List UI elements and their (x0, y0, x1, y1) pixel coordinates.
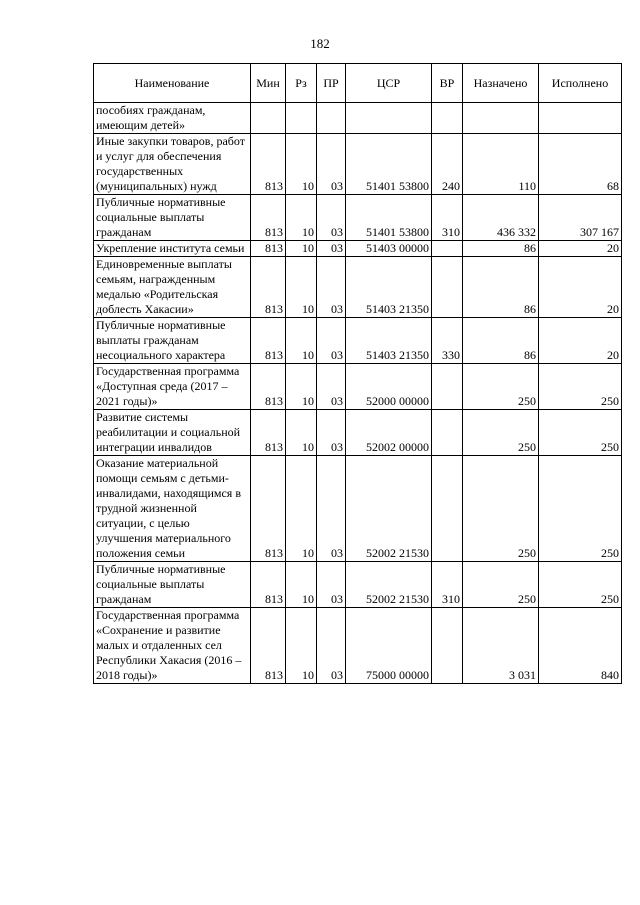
cell-vr: 240 (432, 134, 463, 195)
header-ispolneno: Исполнено (539, 64, 622, 103)
cell-csr: 51401 53800 (346, 134, 432, 195)
header-csr: ЦСР (346, 64, 432, 103)
cell-csr: 51403 21350 (346, 318, 432, 364)
table-row (94, 364, 622, 410)
cell-rz: 10 (286, 608, 317, 684)
cell-csr: 51401 53800 (346, 195, 432, 241)
cell-naznacheno: 250 (463, 410, 539, 456)
cell-min: 813 (251, 257, 286, 318)
header-rz: Рз (286, 64, 317, 103)
table-body (94, 103, 622, 684)
cell-vr (432, 608, 463, 684)
cell-name: Укрепление института семьи (94, 241, 251, 257)
cell-name: Публичные нормативные выплаты гражданам несоциального характера (94, 318, 251, 364)
cell-vr: 330 (432, 318, 463, 364)
cell-ispolneno: 20 (539, 241, 622, 257)
cell-naznacheno: 3 031 (463, 608, 539, 684)
table-row (94, 562, 622, 608)
cell-name: Иные закупки товаров, работ и услуг для обеспечения государственных (муниципальных) нужд (94, 134, 251, 195)
cell-naznacheno (463, 103, 539, 134)
cell-rz: 10 (286, 562, 317, 608)
cell-csr: 51403 00000 (346, 241, 432, 257)
cell-csr: 51403 21350 (346, 257, 432, 318)
cell-csr: 75000 00000 (346, 608, 432, 684)
cell-naznacheno: 250 (463, 364, 539, 410)
cell-vr (432, 456, 463, 562)
cell-min (251, 103, 286, 134)
cell-min: 813 (251, 241, 286, 257)
header-pr: ПР (317, 64, 346, 103)
cell-pr: 03 (317, 410, 346, 456)
cell-csr (346, 103, 432, 134)
cell-csr: 52000 00000 (346, 364, 432, 410)
cell-min: 813 (251, 318, 286, 364)
table-row (94, 195, 622, 241)
header-row (94, 64, 622, 103)
cell-ispolneno: 307 167 (539, 195, 622, 241)
table-header (94, 64, 622, 103)
cell-pr: 03 (317, 318, 346, 364)
cell-pr: 03 (317, 134, 346, 195)
cell-name: Единовременные выплаты семьям, награжденным медалью «Родительская доблесть Хакасии» (94, 257, 251, 318)
cell-name: Публичные нормативные социальные выплаты гражданам (94, 562, 251, 608)
cell-rz: 10 (286, 364, 317, 410)
budget-table (93, 63, 622, 684)
header-name: Наименование (94, 64, 251, 103)
cell-name: Оказание материальной помощи семьям с детьми-инвалидами, находящимся в трудной жизненной ситуации, с целью улучшения материального положения семьи (94, 456, 251, 562)
cell-pr: 03 (317, 257, 346, 318)
cell-naznacheno: 436 332 (463, 195, 539, 241)
table-row (94, 318, 622, 364)
cell-name: Развитие системы реабилитации и социальной интеграции инвалидов (94, 410, 251, 456)
cell-min: 813 (251, 134, 286, 195)
table-row (94, 410, 622, 456)
cell-ispolneno: 20 (539, 318, 622, 364)
cell-vr (432, 410, 463, 456)
header-naznacheno: Назначено (463, 64, 539, 103)
cell-naznacheno: 110 (463, 134, 539, 195)
cell-ispolneno: 250 (539, 410, 622, 456)
cell-pr: 03 (317, 608, 346, 684)
cell-vr (432, 241, 463, 257)
cell-min: 813 (251, 608, 286, 684)
cell-pr: 03 (317, 562, 346, 608)
table-row (94, 257, 622, 318)
cell-naznacheno: 86 (463, 241, 539, 257)
cell-naznacheno: 86 (463, 318, 539, 364)
cell-csr: 52002 00000 (346, 410, 432, 456)
cell-vr (432, 257, 463, 318)
cell-rz: 10 (286, 134, 317, 195)
page-number: 182 (310, 36, 330, 51)
header-min: Мин (251, 64, 286, 103)
cell-vr: 310 (432, 562, 463, 608)
cell-pr (317, 103, 346, 134)
table-row (94, 103, 622, 134)
cell-rz: 10 (286, 318, 317, 364)
cell-rz: 10 (286, 257, 317, 318)
cell-rz: 10 (286, 456, 317, 562)
cell-min: 813 (251, 364, 286, 410)
cell-ispolneno: 840 (539, 608, 622, 684)
cell-min: 813 (251, 562, 286, 608)
table-row (94, 608, 622, 684)
cell-ispolneno: 250 (539, 562, 622, 608)
cell-name: Государственная программа «Доступная среда (2017 – 2021 годы)» (94, 364, 251, 410)
cell-ispolneno: 250 (539, 456, 622, 562)
cell-min: 813 (251, 456, 286, 562)
cell-naznacheno: 250 (463, 456, 539, 562)
cell-name: пособиях гражданам, имеющим детей» (94, 103, 251, 134)
cell-name: Публичные нормативные социальные выплаты гражданам (94, 195, 251, 241)
cell-rz: 10 (286, 241, 317, 257)
cell-rz (286, 103, 317, 134)
cell-vr: 310 (432, 195, 463, 241)
cell-min: 813 (251, 410, 286, 456)
table-row (94, 456, 622, 562)
cell-rz: 10 (286, 195, 317, 241)
cell-name: Государственная программа «Сохранение и развитие малых и отдаленных сел Республики Хакасия (2016 – 2018 годы)» (94, 608, 251, 684)
table-row (94, 134, 622, 195)
cell-naznacheno: 86 (463, 257, 539, 318)
cell-pr: 03 (317, 241, 346, 257)
table-row (94, 241, 622, 257)
cell-csr: 52002 21530 (346, 456, 432, 562)
header-vr: ВР (432, 64, 463, 103)
cell-naznacheno: 250 (463, 562, 539, 608)
cell-pr: 03 (317, 456, 346, 562)
cell-ispolneno: 250 (539, 364, 622, 410)
cell-pr: 03 (317, 195, 346, 241)
cell-vr (432, 364, 463, 410)
cell-vr (432, 103, 463, 134)
cell-min: 813 (251, 195, 286, 241)
cell-ispolneno: 20 (539, 257, 622, 318)
cell-ispolneno (539, 103, 622, 134)
cell-ispolneno: 68 (539, 134, 622, 195)
cell-pr: 03 (317, 364, 346, 410)
cell-rz: 10 (286, 410, 317, 456)
cell-csr: 52002 21530 (346, 562, 432, 608)
